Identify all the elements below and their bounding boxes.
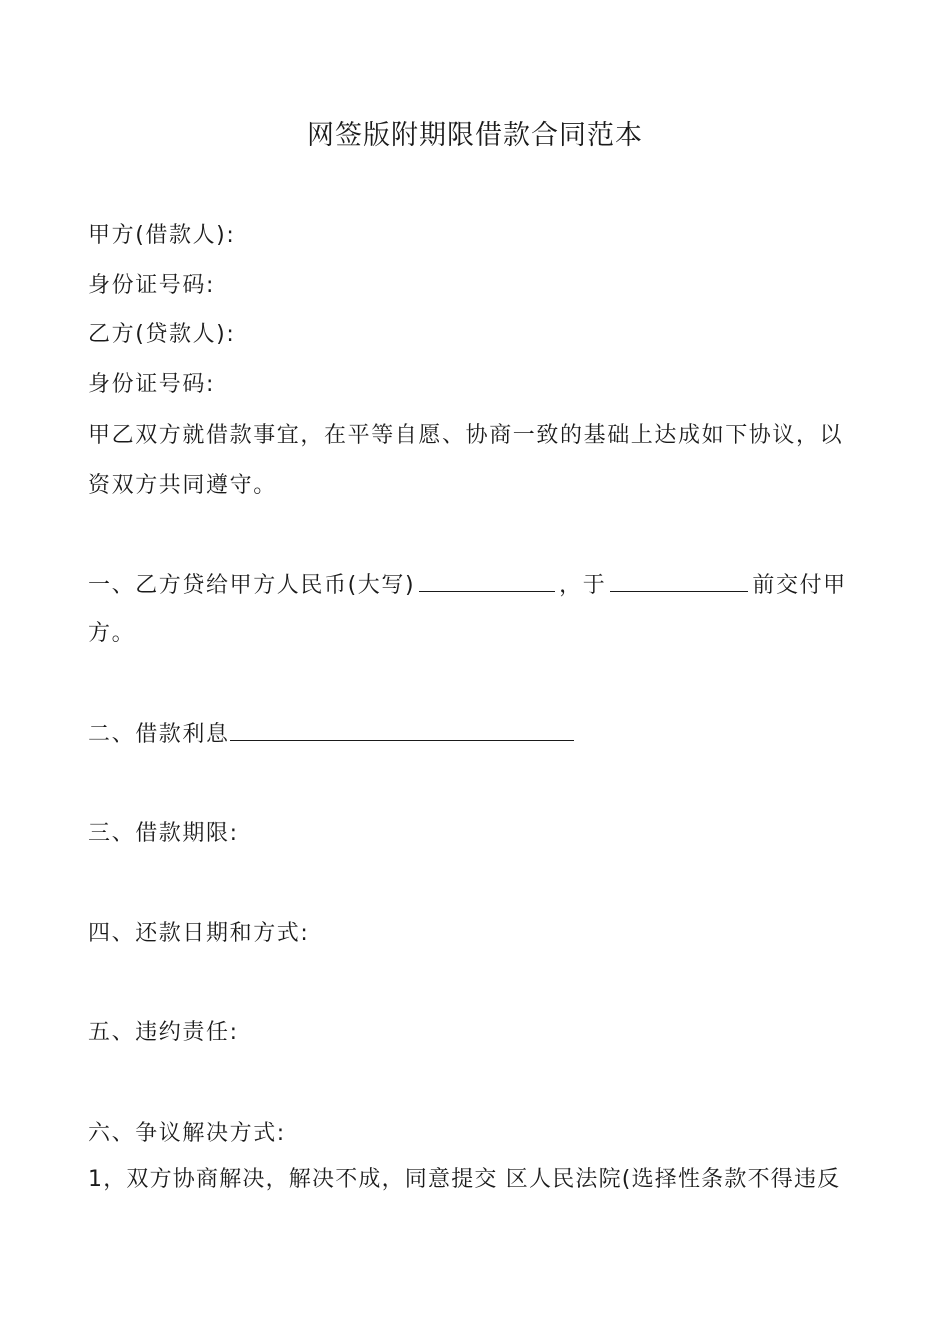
clause-6: 六、争议解决方式: — [88, 1121, 286, 1146]
clause-1 — [88, 569, 868, 601]
date-blank — [610, 569, 748, 592]
party-b-id-label: 身份证号码: — [88, 372, 216, 397]
clause-2-text: 二、借款利息 — [88, 722, 230, 747]
clause-1-line-2: 方。 — [88, 621, 136, 646]
clause-1-text-c: 前交付甲 — [752, 573, 847, 598]
preamble-line-1: 甲乙双方就借款事宜，在平等自愿、协商一致的基础上达成如下协议，以 — [88, 423, 844, 448]
clause-4: 四、还款日期和方式: — [88, 921, 310, 946]
party-b-label: 乙方(贷款人): — [88, 322, 236, 347]
interest-blank — [230, 718, 574, 741]
clause-3: 三、借款期限: — [88, 821, 239, 846]
document-title: 网签版附期限借款合同范本 — [307, 120, 643, 151]
clause-5: 五、违约责任: — [88, 1020, 239, 1045]
clause-2 — [88, 718, 868, 750]
amount-blank — [419, 569, 555, 592]
clause-6-item-1: 1，双方协商解决，解决不成，同意提交 区人民法院(选择性条款不得违反 — [88, 1167, 841, 1192]
party-a-id-label: 身份证号码: — [88, 273, 216, 298]
party-a-label: 甲方(借款人): — [88, 223, 236, 248]
preamble-line-2: 资双方共同遵守。 — [88, 473, 277, 498]
clause-1-text-b: ，于 — [559, 573, 607, 598]
clause-1-text-a: 一、乙方贷给甲方人民币(大写) — [88, 573, 416, 598]
